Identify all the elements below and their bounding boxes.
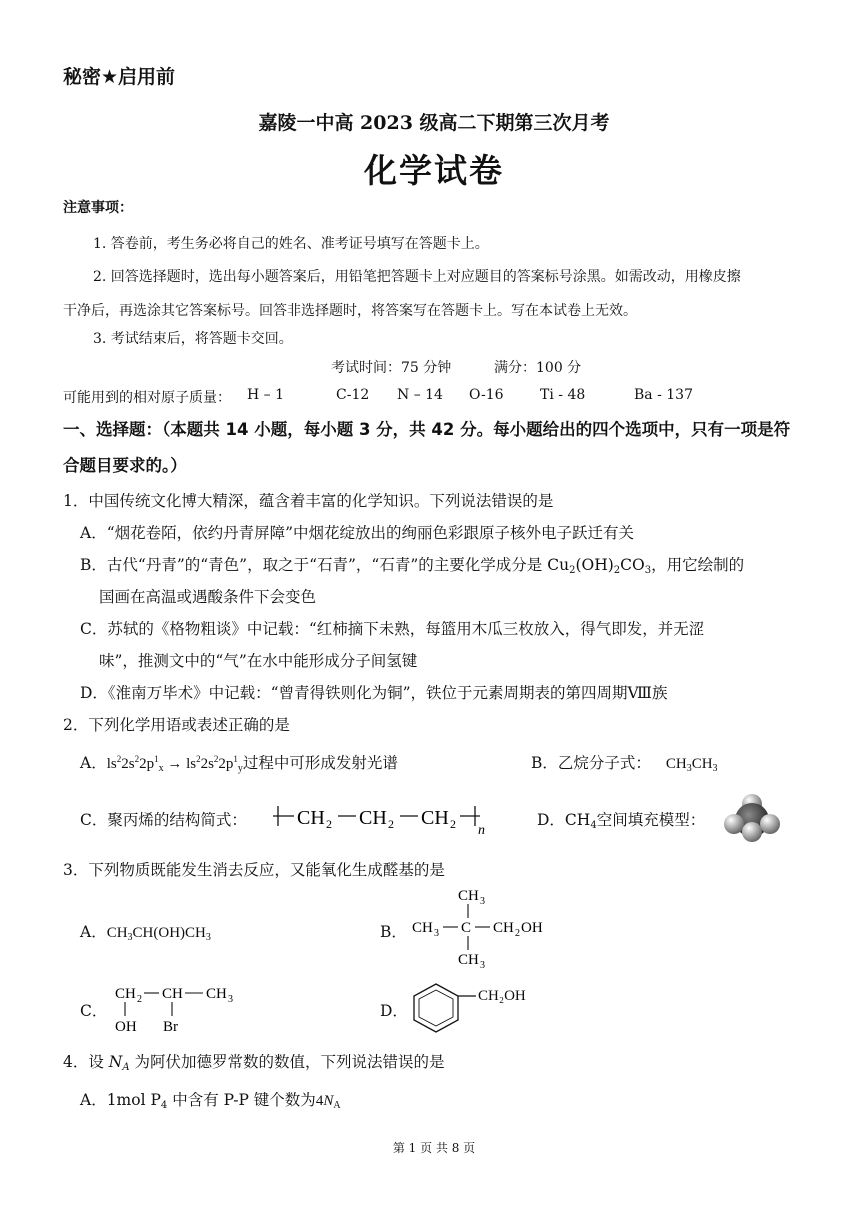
q1-option-b-text: B．古代“丹青”的“青色”，取之于“石青”，“石青”的主要化学成分是 Cu bbox=[80, 556, 570, 574]
q3-option-b-structure bbox=[410, 884, 560, 970]
full-score: 满分：100 分 bbox=[494, 360, 582, 376]
svg-text:OH: OH bbox=[115, 1019, 137, 1035]
atomic-mass-o: O-16 bbox=[469, 387, 504, 403]
svg-text:CH: CH bbox=[297, 807, 325, 829]
q3-stem: 3．下列物质既能发生消去反应，又能氧化生成醛基的是 bbox=[63, 861, 445, 879]
q3-option-d-label: D． bbox=[380, 1002, 408, 1020]
q2-option-a-text: 过程中可形成发射光谱 bbox=[242, 754, 398, 772]
svg-text:CH: CH bbox=[493, 920, 514, 936]
q4-option-a-text: A．1mol P bbox=[80, 1091, 161, 1109]
section1-heading: 一、选择题：（本题共 14 小题，每小题 3 分，共 42 分。每小题给出的四个选项中，只有一项是符 bbox=[63, 420, 791, 439]
svg-text:2: 2 bbox=[450, 817, 456, 831]
q2-stem: 2．下列化学用语或表述正确的是 bbox=[63, 716, 290, 734]
atomic-mass-ba: Ba - 137 bbox=[634, 387, 693, 403]
confidential-label: 秘密★启用前 bbox=[63, 66, 176, 88]
q3-option-c-structure bbox=[113, 980, 253, 1036]
q2-option-b bbox=[531, 751, 718, 774]
note-1: 1. 答卷前，考生务必将自己的姓名、准考证号填写在答题卡上。 bbox=[93, 236, 489, 252]
benzyl-alcohol-structure bbox=[408, 978, 548, 1038]
q3-option-a-formula: $CH_3CH(OH)CH_3$ bbox=[106, 925, 211, 943]
exam-time: 考试时间：75 分钟 bbox=[331, 360, 452, 376]
q2-ethane-formula: $CH_3CH_3$ bbox=[665, 756, 718, 774]
q3-option-a-label: A． bbox=[80, 923, 107, 941]
q1-option-b-cont: 国画在高温或遇酸条件下会变色 bbox=[99, 588, 317, 606]
svg-text:CH: CH bbox=[359, 807, 387, 829]
q1-stem: 1．中国传统文化博大精深，蕴含着丰富的化学知识。下列说法错误的是 bbox=[63, 492, 554, 510]
note-3: 3. 考试结束后，将答题卡交回。 bbox=[93, 331, 293, 347]
q3-option-c-label: C． bbox=[80, 1002, 108, 1020]
svg-text:CH: CH bbox=[458, 952, 479, 968]
q4-option-a: A．1mol $P_4$ 中含有 P-P 键个数为$4N_A$ bbox=[80, 1091, 341, 1111]
q1-option-a: A．“烟花卷陌，依约丹青屏障”中烟花绽放出的绚丽色彩跟原子核外电子跃迁有关 bbox=[80, 524, 635, 542]
svg-text:3: 3 bbox=[480, 896, 485, 907]
svg-text:CH: CH bbox=[458, 888, 479, 904]
svg-text:2: 2 bbox=[326, 817, 332, 831]
svg-text:3: 3 bbox=[228, 994, 233, 1005]
q3-option-d-group: CH₂OH bbox=[478, 988, 526, 1004]
svg-text:2: 2 bbox=[515, 928, 520, 939]
q2-option-d: D．$CH_4$空间填充模型： bbox=[537, 811, 706, 831]
q4-option-a-tail: 中含有 P-P 键个数为 bbox=[167, 1091, 316, 1109]
q4-stem-post: 为阿伏加德罗常数的数值，下列说法错误的是 bbox=[129, 1053, 445, 1071]
q4-stem: 4．设 $N_A$ 为阿伏加德罗常数的数值，下列说法错误的是 bbox=[63, 1053, 445, 1073]
svg-text:3: 3 bbox=[434, 928, 439, 939]
q2-option-a-label: A． bbox=[80, 754, 107, 772]
page-footer: 第 1 页 共 8 页 bbox=[392, 1141, 476, 1155]
section1-heading-cont: 合题目要求的。） bbox=[63, 456, 187, 475]
q2-option-a bbox=[80, 751, 398, 774]
svg-text:n: n bbox=[478, 823, 485, 838]
q1-option-c: C．苏轼的《格物粗谈》中记载：“红柿摘下未熟，每篮用木瓜三枚放入，得气即发，并无涩 bbox=[80, 620, 705, 638]
q3-option-b-label: B． bbox=[380, 923, 407, 941]
atomic-mass-n: N – 14 bbox=[397, 387, 443, 403]
svg-text:3: 3 bbox=[480, 960, 485, 970]
svg-text:C: C bbox=[461, 920, 472, 936]
q2-option-c-label: C．聚丙烯的结构简式： bbox=[80, 811, 247, 829]
notes-heading: 注意事项： bbox=[63, 200, 133, 216]
atomic-mass-h: H – 1 bbox=[247, 387, 285, 403]
note-2: 2. 回答选择题时，选出每小题答案后，用铅笔把答题卡上对应题目的答案标号涂黑。如需改动，用橡皮擦 bbox=[93, 269, 741, 285]
subject-title: 化学试卷 bbox=[364, 151, 504, 190]
atomic-mass-c: C-12 bbox=[336, 387, 370, 403]
q1-option-b: B．古代“丹青”的“青色”，取之于“石青”，“石青”的主要化学成分是 $Cu_2(OH)_2CO_3$，用它绘制的 bbox=[80, 556, 745, 576]
q2-option-d-label: D．CH bbox=[537, 811, 591, 829]
svg-text:2: 2 bbox=[137, 994, 142, 1005]
svg-text:Br: Br bbox=[163, 1019, 178, 1035]
svg-text:CH: CH bbox=[206, 986, 227, 1002]
q4-option-a-value: $4N_A$ bbox=[315, 1093, 341, 1111]
svg-text:CH: CH bbox=[412, 920, 433, 936]
school-title: 嘉陵一中高 2023 级高二下期第三次月考 bbox=[258, 112, 610, 134]
q1-option-d: D．《淮南万毕术》中记载：“曾青得铁则化为铜”，铁位于元素周期表的第四周期Ⅷ族 bbox=[80, 684, 668, 702]
atomic-mass-label: 可能用到的相对原子质量： bbox=[63, 390, 231, 406]
atomic-mass-ti: Ti - 48 bbox=[540, 387, 586, 403]
svg-text:OH: OH bbox=[521, 920, 543, 936]
svg-text:CH: CH bbox=[162, 986, 183, 1002]
svg-text:CH: CH bbox=[115, 986, 136, 1002]
q2-electron-config: $ls^22s^22p^1_x \to ls^22s^22p^1_y$ bbox=[106, 754, 243, 774]
q4-stem-pre: 4．设 bbox=[63, 1053, 109, 1071]
svg-text:2: 2 bbox=[388, 817, 394, 831]
q4-na-symbol: N bbox=[108, 1053, 123, 1071]
polypropylene-structure bbox=[268, 796, 524, 838]
svg-text:CH: CH bbox=[421, 807, 449, 829]
note-2-cont: 干净后，再选涂其它答案标号。回答非选择题时，将答案写在答题卡上。写在本试卷上无效。 bbox=[63, 303, 637, 319]
q2-option-d-text: 空间填充模型： bbox=[596, 811, 706, 829]
q1-option-c-cont: 味”，推测文中的“气”在水中能形成分子间氢键 bbox=[99, 652, 418, 670]
q2-option-b-label: B．乙烷分子式： bbox=[531, 754, 651, 772]
q1-option-b-tail: ，用它绘制的 bbox=[651, 556, 745, 574]
q3-option-a bbox=[80, 920, 211, 943]
methane-space-filling-model bbox=[720, 790, 784, 846]
